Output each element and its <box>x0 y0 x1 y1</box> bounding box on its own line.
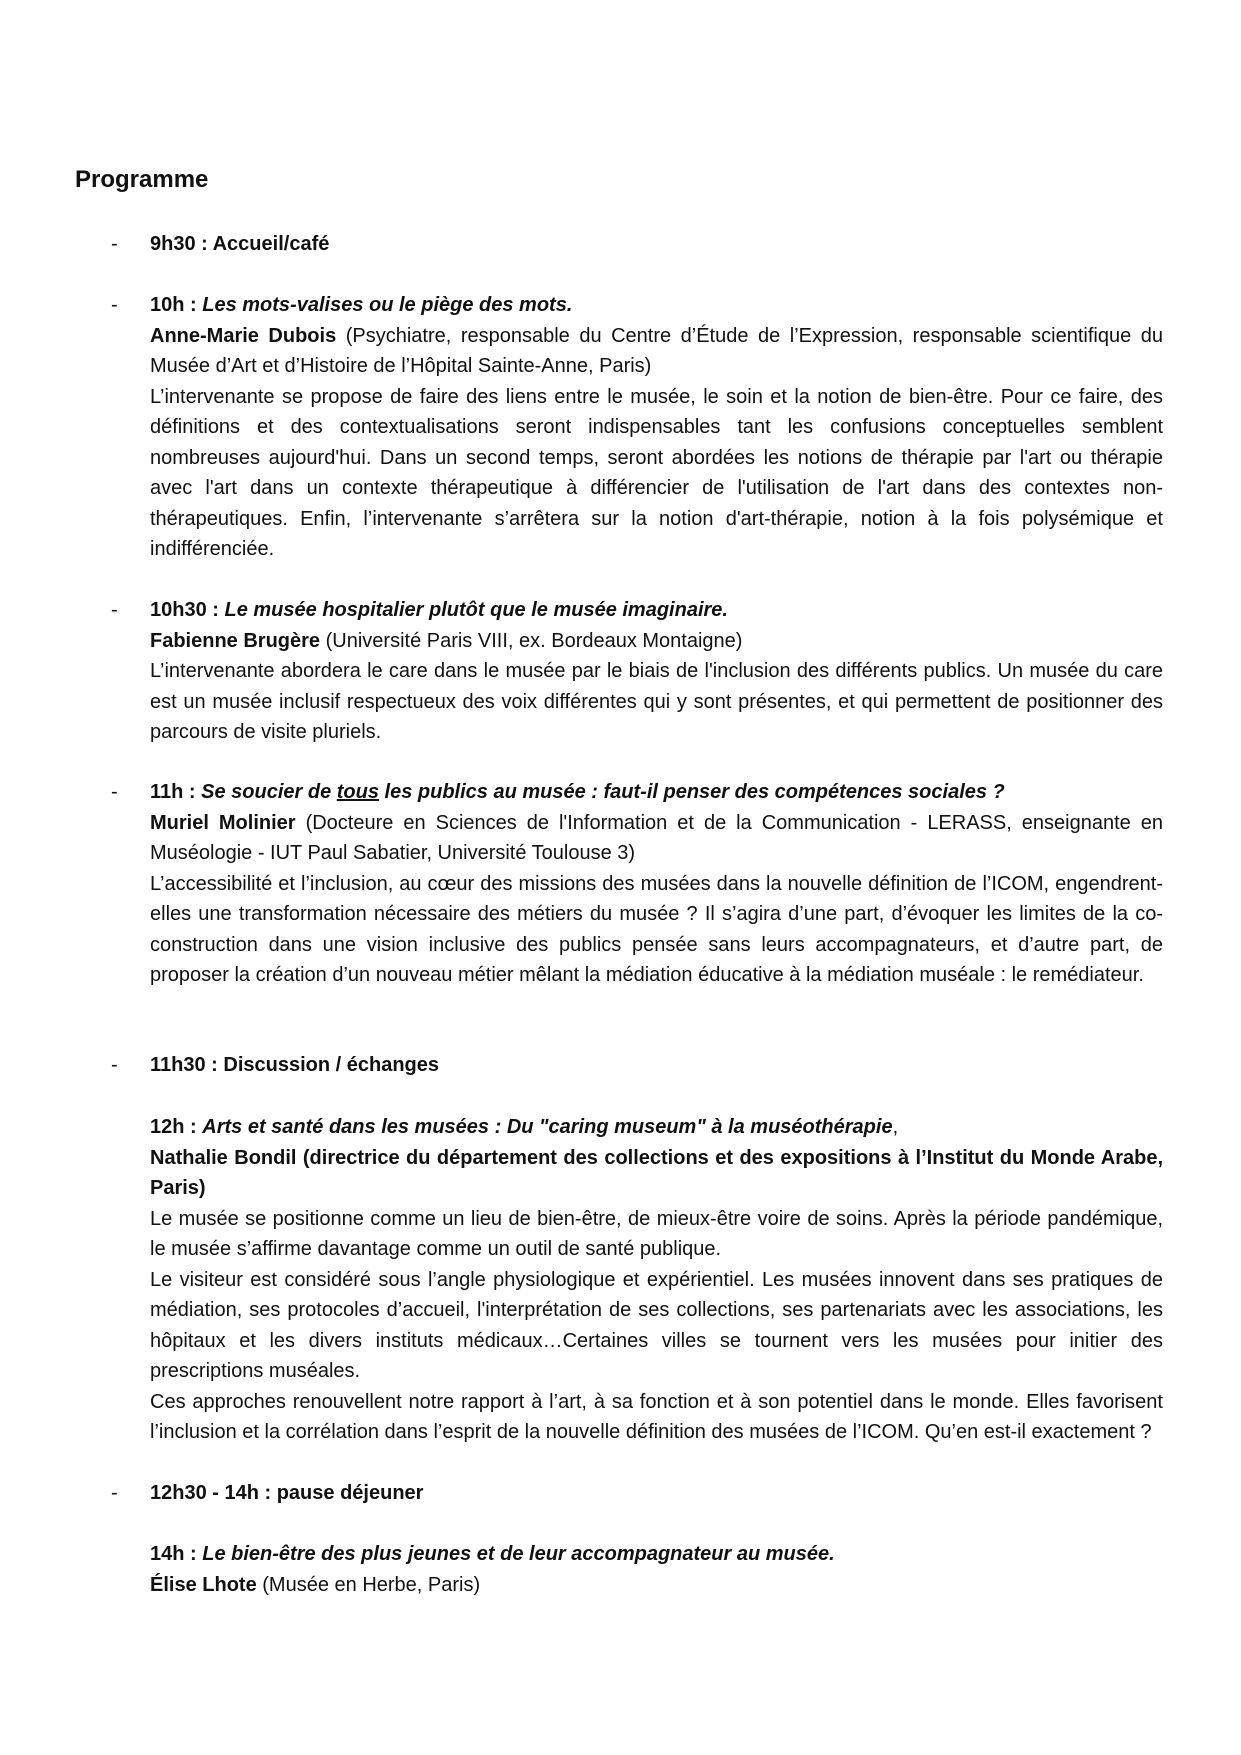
item-time: 10h : <box>150 294 197 316</box>
talk-title-part: Se soucier de <box>201 781 332 803</box>
list-bullet: - <box>111 781 118 803</box>
programme-item <box>0 1539 1241 1600</box>
title-suffix: , <box>892 1116 899 1138</box>
talk-paragraph: Ces approches renouvellent notre rapport à l’art, à sa fonction et à son potentiel dans le monde. Elles favorisent l’inclusion et la corrélation dans l’esprit de la nouvelle définition des musées de l’ICOM. Qu’en est-il exactement ? <box>150 1390 1163 1443</box>
speaker-affiliation: (Psychiatre, responsable du Centre d’Étude de l’Expression, responsable scientifique du Musée d’Art et d’Histoire de l’Hôpital Sainte-Anne, Paris) <box>150 324 1163 377</box>
talk-title-underlined: tous <box>336 781 379 803</box>
item-heading: 11h30 : Discussion / échanges <box>150 1054 440 1076</box>
talk-paragraph: Le visiteur est considéré sous l’angle physiologique et expérientiel. Les musées innovent dans ses pratiques de médiation, ses protocoles d’accueil, l'interprétation de ses collections, ses partenariats avec les associations, les hôpitaux et les divers instituts médicaux…Certaines villes se tournent vers les musées pour initier des prescriptions muséales. <box>150 1268 1163 1382</box>
programme-item <box>0 1050 1241 1081</box>
speaker-affiliation: (Université Paris VIII, ex. Bordeaux Montaigne) <box>325 629 743 652</box>
speaker-name: Fabienne Brugère <box>150 629 321 652</box>
talk-description: L’accessibilité et l’inclusion, au cœur des missions des musées dans la nouvelle définition de l’ICOM, engendrent-elles une transformation nécessaire des métiers du musée ? Il s’agira d’une part, d’évoquer les limites de la co-construction dans une vision inclusive des publics pensée sans leurs accompagnateurs, et d’autre part, de proposer la création d’un nouveau métier mêlant la médiation éducative à la médiation muséale : le remédiateur. <box>150 872 1163 986</box>
list-bullet: - <box>111 1482 118 1504</box>
item-time: 12h : <box>150 1116 197 1138</box>
list-bullet: - <box>111 233 118 255</box>
talk-title: Arts et santé dans les musées : Du "caring museum" à la muséothérapie <box>202 1116 893 1138</box>
item-heading: 12h30 - 14h : pause déjeuner <box>150 1482 424 1504</box>
talk-title-part: les publics au musée : faut-il penser des compétences sociales ? <box>384 781 1005 803</box>
speaker-affiliation: (Docteure en Sciences de l'Information et de la Communication - LERASS, enseignante en Muséologie - IUT Paul Sabatier, Université Toulouse 3) <box>150 811 1164 864</box>
programme-item <box>0 595 1241 748</box>
talk-title: Les mots-valises ou le piège des mots. <box>202 294 573 316</box>
programme-item <box>0 229 1241 260</box>
talk-description: L’intervenante se propose de faire des liens entre le musée, le soin et la notion de bien-être. Pour ce faire, des définitions et des contextualisations seront indispensables tant les confusions conceptuelles semblent nombreuses aujourd'hui. Dans un second temps, seront abordées les notions de thérapie par l'art ou thérapie avec l'art dans un contexte thérapeutique à différencier de l'utilisation de l'art dans des contextes non-thérapeutiques. Enfin, l’intervenante s’arrêtera sur la notion d'art-thérapie, notion à la fois polysémique et indifférenciée. <box>150 385 1163 560</box>
speaker-name: Muriel Molinier <box>150 811 296 834</box>
list-bullet: - <box>111 1054 118 1076</box>
talk-title: Le bien-être des plus jeunes et de leur accompagnateur au musée. <box>202 1543 835 1565</box>
talk-description: L’intervenante abordera le care dans le musée par le biais de l'inclusion des différents publics. Un musée du care est un musée inclusif respectueux des voix différentes qui y sont présentes, et qui permettent de positionner des parcours de visite pluriels. <box>150 660 1163 743</box>
programme-item <box>0 290 1241 565</box>
list-bullet: - <box>111 294 118 316</box>
programme-item <box>0 777 1241 991</box>
list-bullet: - <box>111 599 118 621</box>
programme-item <box>0 1478 1241 1509</box>
item-time: 11h : <box>150 781 196 803</box>
item-time: 10h30 : <box>150 599 219 621</box>
item-heading: 9h30 : Accueil/café <box>150 233 330 255</box>
speaker-affiliation: (Musée en Herbe, Paris) <box>262 1573 481 1596</box>
speaker-name: Anne-Marie Dubois <box>150 324 337 347</box>
talk-title: Le musée hospitalier plutôt que le musée imaginaire. <box>224 599 728 621</box>
talk-paragraph: Le musée se positionne comme un lieu de bien-être, de mieux-être voire de soins. Après la période pandémique, le musée s’affirme davantage comme un outil de santé publique. <box>150 1207 1163 1260</box>
programme-item <box>0 1112 1241 1448</box>
page-title: Programme <box>75 166 209 193</box>
item-time: 14h : <box>150 1543 197 1565</box>
speaker-name: Élise Lhote <box>150 1573 257 1596</box>
speaker-name: Nathalie Bondil (directrice du département des collections et des expositions à l’Institut du Monde Arabe, Paris) <box>150 1146 1163 1199</box>
